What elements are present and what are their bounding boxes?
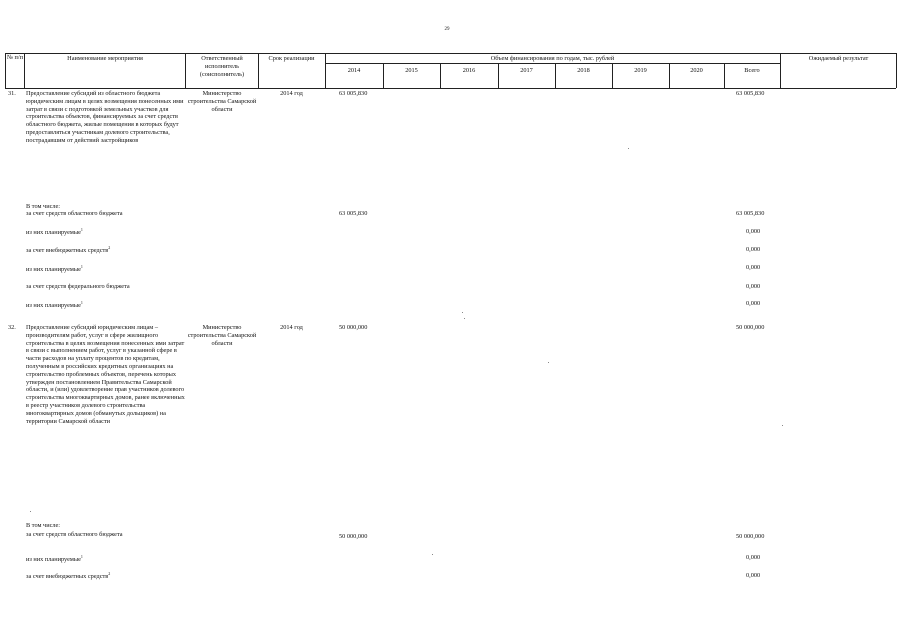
table-right-border: [896, 53, 897, 88]
sub-row-label: из них планируемые$^1$: [26, 226, 83, 236]
sub-row-label: за счет средств федерального бюджета: [26, 283, 130, 290]
sub-row-total: 63 005,830: [736, 210, 765, 217]
sub-row-total: 0,000: [746, 283, 761, 290]
year-header: 2019: [634, 67, 647, 74]
page-number: 29: [444, 27, 450, 32]
header-bottom-border: [5, 88, 896, 89]
header-term: Срок реализации: [268, 55, 315, 62]
implementation-term: 2014 год: [280, 90, 303, 97]
row-number: 31.: [8, 90, 16, 97]
year-header: 2017: [520, 67, 533, 74]
sub-row-total: 0,000: [746, 264, 761, 271]
responsible-executor: Министерство строительства Самарской области: [187, 324, 257, 347]
measure-name: Предоставление субсидий юридическим лицам – производителям работ, услуг в сфере жилищного строительства в целях возмещения понесенных ими затрат в связи с выполнением работ, услуг в указанной сфере в части расходов на уплату процентов по кредитам, полученным в российских кредитных организациях на строительство проблемных объектов, перечень которых утвержден постановлением Правительства Самарской области, и (или) удовлетворение прав участников долевого строительства многоквартирных домов, ранее включенных в реестр участников долевого строительства многоквартирных домов (обманутых дольщиков) на территории Самарской области: [26, 324, 185, 425]
header-num: № п/п: [6, 54, 24, 61]
value-2014: 63 005,830: [339, 90, 368, 97]
year-header: 2014: [347, 67, 361, 74]
scan-speck: [628, 148, 629, 149]
sub-row-label: из них планируемые$^1$: [26, 263, 83, 273]
sub-row-total: 0,000: [746, 300, 761, 307]
sub-row-total: 0,000: [746, 228, 761, 235]
implementation-term: 2014 год: [280, 324, 303, 331]
scan-speck: [782, 425, 783, 426]
sub-row-total: 0,000: [746, 554, 761, 561]
year-header: 2018: [577, 67, 590, 74]
col-divider: [185, 53, 186, 88]
header-name: Наименование мероприятия: [67, 55, 143, 62]
value-total: 63 005,830: [736, 90, 765, 97]
responsible-executor: Министерство строительства Самарской области: [187, 90, 257, 113]
sub-row-label: из них планируемые$^1$: [26, 299, 83, 309]
header-responsible: Ответственный исполнитель (соисполнитель): [199, 55, 245, 78]
year-header: 2020: [690, 67, 703, 74]
row-number: 32.: [8, 324, 16, 331]
sub-row-label: из них планируемые$^1$: [26, 553, 83, 563]
scan-speck: [30, 511, 31, 512]
scan-speck: [464, 318, 465, 319]
table-top-border: [5, 53, 896, 54]
header-financing: Объем финансирования по годам, тыс. рублей: [490, 55, 615, 62]
sub-row-label: за счет внебюджетных средств$^2$: [26, 570, 111, 580]
value-2014: 50 000,000: [339, 324, 368, 331]
scan-speck: [462, 312, 463, 313]
total-header: Всего: [744, 67, 760, 74]
including-label: В том числе:: [26, 203, 61, 210]
header-result: Ожидаемый результат: [808, 55, 869, 62]
sub-row-label: за счет средств областного бюджета: [26, 210, 123, 217]
scan-speck: [432, 554, 433, 555]
sub-row-total: 0,000: [746, 572, 761, 579]
sub-row-total: 50 000,000: [736, 533, 765, 540]
measure-name: Предоставление субсидий из областного бюджета юридическим лицам в целях возмещения понесенных ими затрат в связи с подготовкой земельных участков для строительства объектов, финансируемых за счет средств областного бюджета, жилые помещения в которых будут предоставляться участникам долевого строительства, пострадавшим от действий застройщиков: [26, 90, 184, 144]
sub-row-value-2014: 50 000,000: [339, 533, 368, 540]
including-label: В том числе:: [26, 522, 61, 529]
sub-row-label: за счет внебюджетных средств$^2$: [26, 244, 111, 254]
sub-row-total: 0,000: [746, 246, 761, 253]
sub-row-label: за счет средств областного бюджета: [26, 531, 123, 538]
years-header-divider: [325, 63, 780, 64]
value-total: 50 000,000: [736, 324, 765, 331]
year-header: 2015: [405, 67, 418, 74]
scan-speck: [548, 362, 549, 363]
sub-row-value-2014: 63 005,830: [339, 210, 368, 217]
year-header: 2016: [462, 67, 476, 74]
